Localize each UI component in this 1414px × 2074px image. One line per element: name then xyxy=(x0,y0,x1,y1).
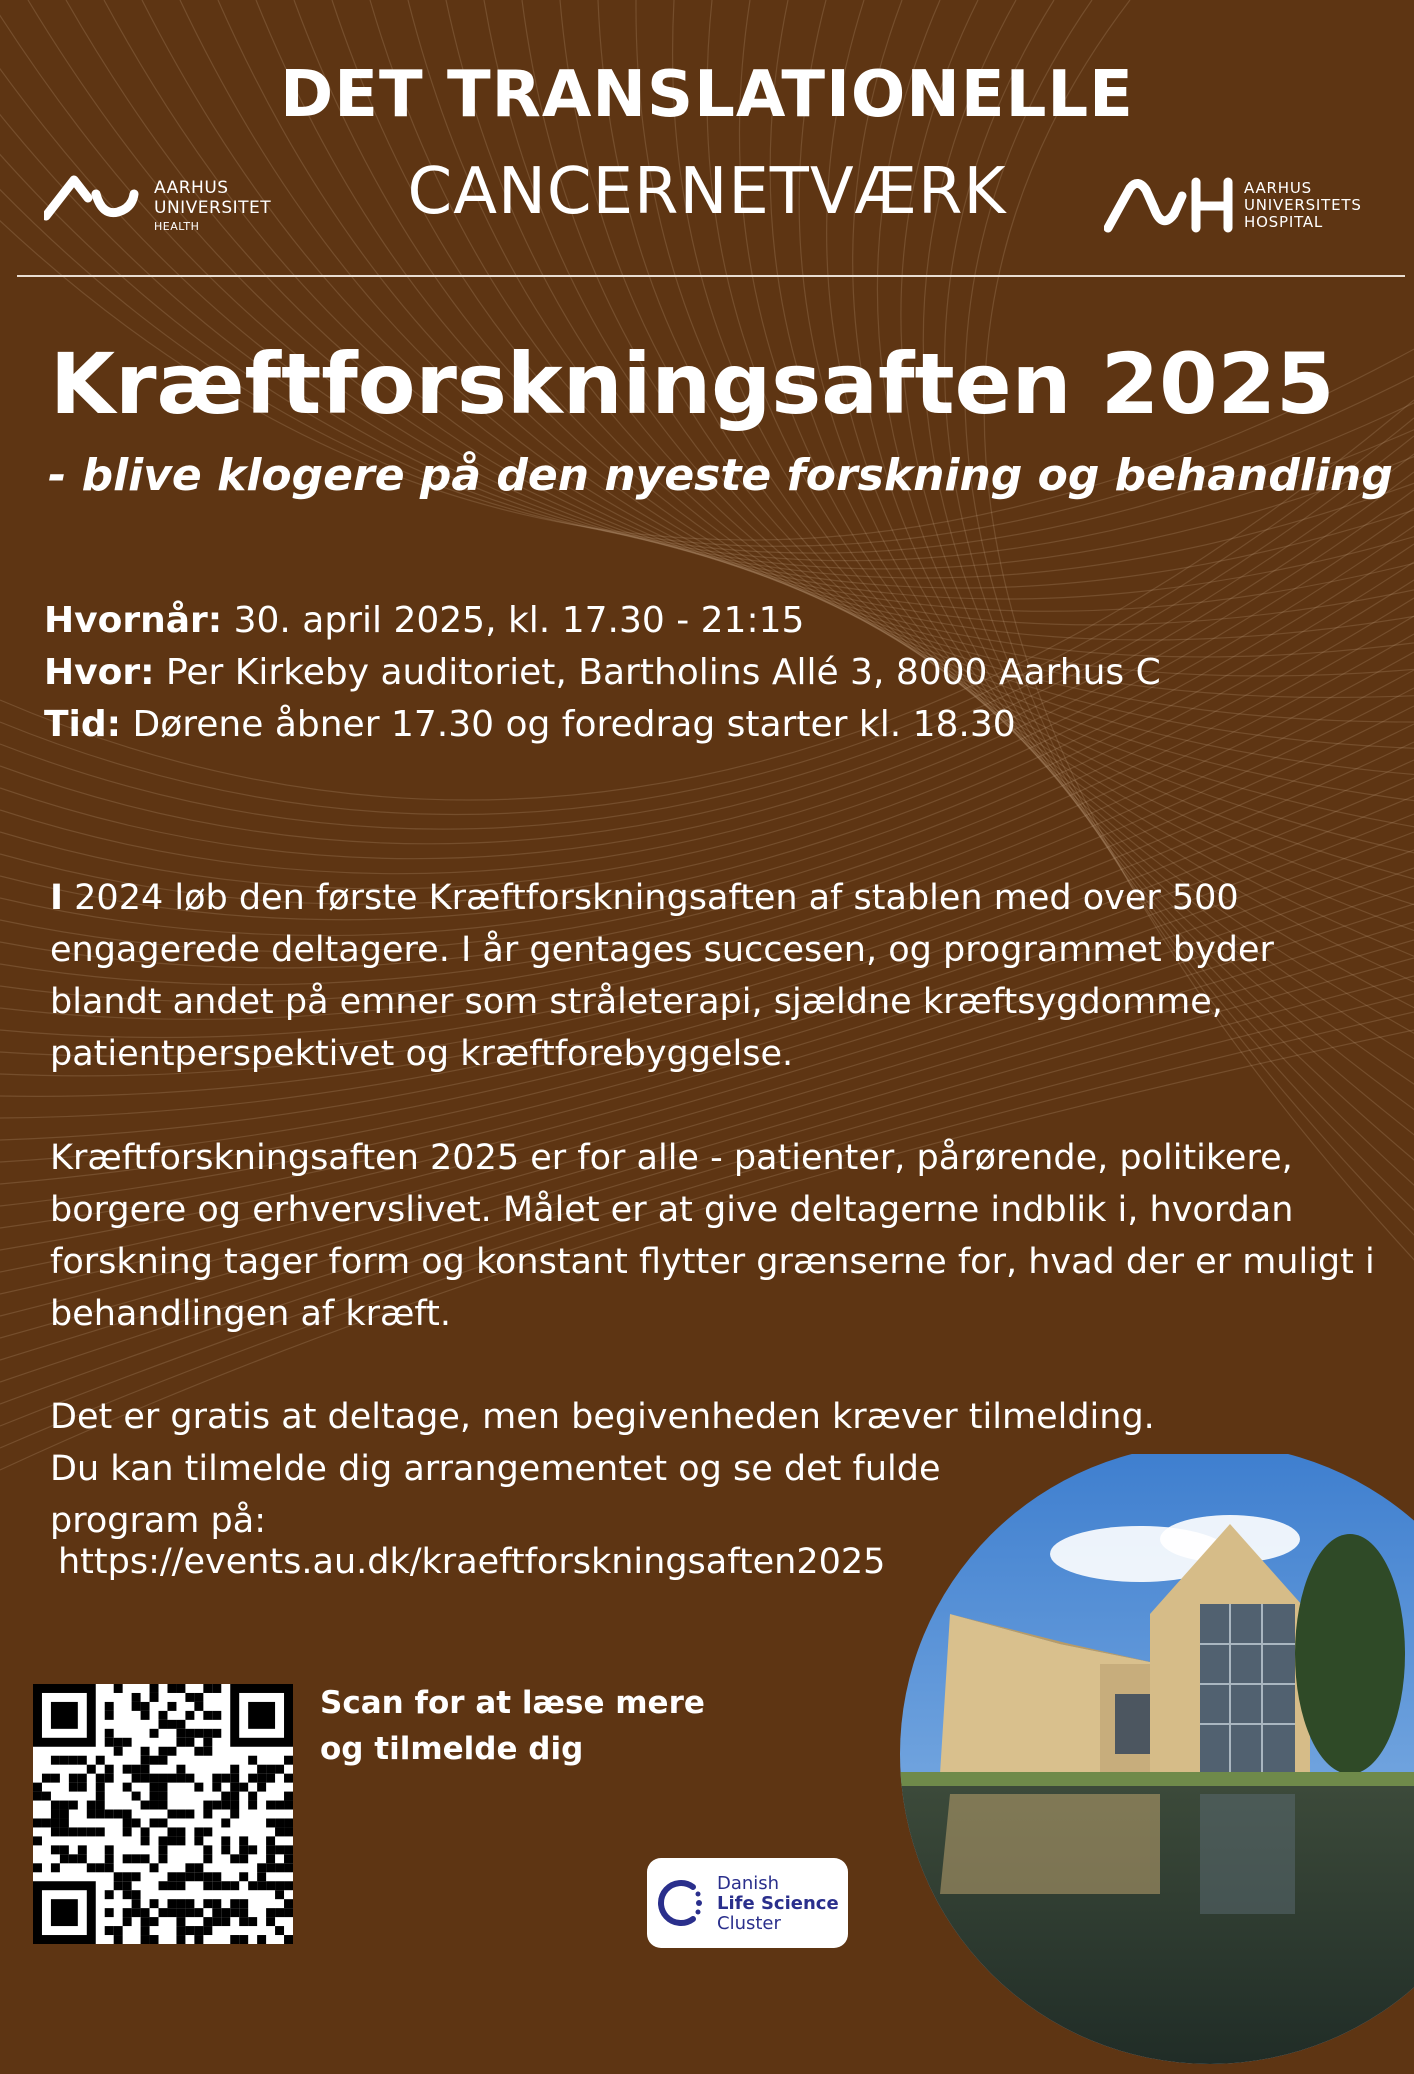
header-divider xyxy=(17,275,1405,277)
au-logo-line1: AARHUS xyxy=(154,178,229,198)
qr-code[interactable] xyxy=(33,1684,293,1944)
detail-when-label: Hvornår: xyxy=(44,600,223,641)
au-logo-sub: HEALTH xyxy=(154,220,200,233)
body-paragraph-1 xyxy=(50,872,1380,1080)
au-logo-icon xyxy=(44,172,144,222)
body-paragraph-3-line1: Det er gratis at deltage, men begivenheden kræver tilmelding. xyxy=(50,1397,1155,1437)
detail-when xyxy=(44,600,1384,641)
registration-link[interactable]: https://events.au.dk/kraeftforskningsaften2025 xyxy=(58,1542,886,1582)
dlsc-line3: Cluster xyxy=(717,1913,781,1934)
network-title-line1: DET TRANSLATIONELLE xyxy=(280,58,1134,132)
detail-where xyxy=(44,652,1384,693)
scan-line2: og tilmelde dig xyxy=(320,1731,584,1767)
danish-life-science-cluster-logo xyxy=(647,1858,848,1948)
dlsc-logo-icon xyxy=(655,1875,711,1931)
dlsc-line1: Danish xyxy=(717,1873,780,1894)
scan-line1: Scan for at læse mere xyxy=(320,1685,705,1721)
auh-logo-line3: HOSPITAL xyxy=(1244,213,1324,231)
detail-time-value: Dørene åbner 17.30 og foredrag starter kl. 18.30 xyxy=(121,704,1016,745)
auh-logo-line1: AARHUS xyxy=(1244,179,1312,197)
auh-logo xyxy=(1104,172,1394,242)
event-subtitle: - blive klogere på den nyeste forskning og behandling xyxy=(48,450,1393,501)
body-paragraph-3-line2: Du kan tilmelde dig arrangementet og se det fulde xyxy=(50,1449,941,1489)
network-title-line2: CANCERNETVÆRK xyxy=(407,155,1007,229)
body-paragraph-3-line3: program på: xyxy=(50,1501,266,1541)
aarhus-universitet-logo xyxy=(44,168,284,243)
scan-instructions xyxy=(320,1680,705,1772)
body-paragraph-1-lead: I xyxy=(50,878,64,918)
body-paragraph-1-text: 2024 løb den første Kræftforskningsaften af stablen med over 500 engagerede deltagere. I år gentages succesen, og programmet byder blandt andet på emner som stråleterapi, sjældne kræftsygdomme, patientperspektivet og kræftforebyggelse. xyxy=(50,878,1274,1074)
auh-logo-line2: UNIVERSITETS xyxy=(1244,196,1362,214)
auh-logo-icon xyxy=(1104,174,1234,234)
detail-time-label: Tid: xyxy=(44,704,122,745)
detail-when-value: 30. april 2025, kl. 17.30 - 21:15 xyxy=(222,600,805,641)
detail-where-label: Hvor: xyxy=(44,652,155,693)
building-photo xyxy=(900,1454,1414,2074)
detail-time xyxy=(44,704,1384,745)
body-paragraph-2: Kræftforskningsaften 2025 er for alle - patienter, pårørende, politikere, borgere og erhvervslivet. Målet er at give deltagerne indblik i, hvordan forskning tager form og konstant flytter grænserne for, hvad der er muligt i behandlingen af kræft. xyxy=(50,1138,1375,1334)
event-title: Kræftforskningsaften 2025 xyxy=(50,335,1335,433)
qr-code-image xyxy=(33,1684,293,1944)
dlsc-line2: Life Science xyxy=(717,1893,839,1914)
au-logo-line2: UNIVERSITET xyxy=(154,198,272,218)
detail-where-value: Per Kirkeby auditoriet, Bartholins Allé 3, 8000 Aarhus C xyxy=(154,652,1161,693)
